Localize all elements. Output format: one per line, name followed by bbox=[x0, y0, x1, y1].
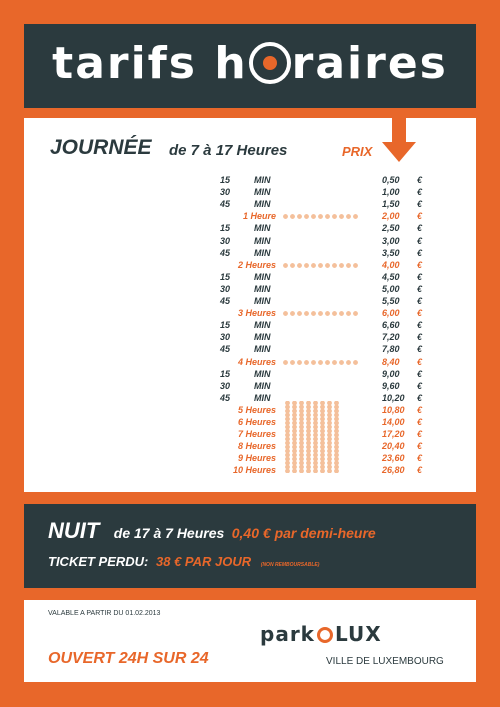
price-value: 6,00 bbox=[382, 308, 400, 319]
duration-label: 4 Heures bbox=[237, 356, 276, 367]
down-arrow-icon bbox=[382, 118, 416, 164]
duration-label: 8 Heures bbox=[237, 441, 276, 452]
currency-symbol: € bbox=[417, 223, 423, 234]
price-value: 2,50 bbox=[382, 223, 400, 234]
duration-unit: MIN bbox=[254, 320, 271, 331]
tariff-row bbox=[24, 235, 476, 247]
duration-minutes: 45 bbox=[220, 392, 231, 403]
price-value: 4,50 bbox=[382, 271, 400, 282]
price-value: 3,50 bbox=[382, 247, 400, 258]
price-value: 1,00 bbox=[382, 187, 400, 198]
duration-unit: MIN bbox=[254, 392, 271, 403]
dot-leader bbox=[282, 263, 358, 268]
tariff-row-hour bbox=[24, 259, 476, 271]
night-rate: 0,40 € par demi-heure bbox=[231, 525, 376, 541]
title-prefix: tarifs h bbox=[52, 38, 248, 89]
currency-symbol: € bbox=[417, 332, 423, 343]
day-hours: de 7 à 17 Heures bbox=[169, 142, 288, 159]
price-value: 17,20 bbox=[382, 429, 405, 440]
opening-hours: OUVERT 24H SUR 24 bbox=[48, 650, 209, 667]
duration-unit: MIN bbox=[254, 344, 271, 355]
parkolux-logo bbox=[260, 622, 382, 646]
dot-leader bbox=[284, 413, 340, 425]
night-hours: de 17 à 7 Heures bbox=[113, 525, 225, 541]
duration-minutes: 15 bbox=[220, 271, 231, 282]
dot-leader bbox=[282, 214, 358, 219]
duration-unit: MIN bbox=[254, 235, 271, 246]
night-title: NUIT bbox=[48, 518, 100, 543]
tariff-row-hour bbox=[24, 210, 476, 222]
logo-prefix: park bbox=[260, 622, 315, 646]
dot-leader bbox=[284, 425, 340, 437]
tariff-row bbox=[24, 283, 476, 295]
currency-symbol: € bbox=[417, 380, 423, 391]
tariff-row bbox=[24, 186, 476, 198]
day-tariff-panel bbox=[24, 118, 476, 492]
duration-minutes: 45 bbox=[220, 296, 231, 306]
duration-label: 10 Heures bbox=[232, 465, 276, 476]
currency-symbol: € bbox=[417, 235, 423, 246]
duration-unit: MIN bbox=[254, 368, 271, 379]
tariff-row bbox=[24, 198, 476, 210]
currency-symbol: € bbox=[417, 308, 423, 319]
duration-unit: MIN bbox=[254, 296, 271, 306]
currency-symbol: € bbox=[417, 271, 423, 282]
currency-symbol: € bbox=[417, 368, 423, 379]
tariff-row bbox=[24, 380, 476, 392]
duration-label: 7 Heures bbox=[237, 429, 276, 440]
duration-label: 1 Heure bbox=[242, 211, 276, 222]
tariff-row-hour bbox=[24, 416, 476, 428]
currency-symbol: € bbox=[417, 429, 423, 440]
duration-minutes: 45 bbox=[220, 199, 231, 210]
duration-minutes: 15 bbox=[220, 320, 231, 331]
tariff-row bbox=[24, 392, 476, 404]
price-header: PRIX bbox=[342, 144, 373, 159]
duration-minutes: 15 bbox=[220, 223, 231, 234]
duration-label: 2 Heures bbox=[237, 259, 276, 270]
price-value: 23,60 bbox=[382, 453, 405, 464]
duration-minutes: 30 bbox=[220, 235, 231, 246]
price-value: 7,80 bbox=[382, 344, 400, 355]
lost-ticket-note: (NON REMBOURSABLE) bbox=[260, 562, 320, 568]
lost-ticket-label: TICKET PERDU: bbox=[48, 554, 149, 569]
duration-minutes: 30 bbox=[220, 187, 231, 198]
currency-symbol: € bbox=[417, 441, 423, 452]
price-value: 26,80 bbox=[382, 465, 405, 476]
duration-unit: MIN bbox=[254, 199, 271, 210]
parkolux-ring-icon bbox=[317, 627, 333, 643]
tariff-row-hour bbox=[24, 356, 476, 368]
duration-unit: MIN bbox=[254, 223, 271, 234]
tariff-row-hour bbox=[24, 428, 476, 440]
tariff-row-hour bbox=[24, 404, 476, 416]
duration-minutes: 30 bbox=[220, 332, 231, 343]
dot-leader bbox=[284, 449, 340, 461]
price-value: 5,00 bbox=[382, 283, 400, 294]
duration-minutes: 15 bbox=[220, 368, 231, 379]
currency-symbol: € bbox=[417, 344, 423, 355]
currency-symbol: € bbox=[417, 404, 423, 415]
dot-leader bbox=[282, 311, 358, 316]
duration-minutes: 45 bbox=[220, 247, 231, 258]
price-value: 0,50 bbox=[382, 175, 400, 185]
duration-unit: MIN bbox=[254, 380, 271, 391]
header-banner bbox=[24, 24, 476, 108]
page-title bbox=[24, 38, 476, 89]
tariff-row bbox=[24, 343, 476, 355]
tariff-row bbox=[24, 331, 476, 343]
validity-date: VALABLE A PARTIR DU 01.02.2013 bbox=[48, 610, 161, 617]
duration-unit: MIN bbox=[254, 187, 271, 198]
dot-leader bbox=[284, 401, 340, 413]
price-value: 20,40 bbox=[382, 441, 405, 452]
currency-symbol: € bbox=[417, 465, 423, 476]
night-tariff-panel bbox=[24, 504, 476, 588]
city-name: VILLE DE LUXEMBOURG bbox=[326, 656, 444, 667]
title-suffix: raires bbox=[291, 38, 448, 89]
tariff-row bbox=[24, 271, 476, 283]
duration-unit: MIN bbox=[254, 283, 271, 294]
duration-minutes: 30 bbox=[220, 380, 231, 391]
dot-leader bbox=[284, 437, 340, 449]
price-value: 10,20 bbox=[382, 392, 405, 403]
price-value: 14,00 bbox=[382, 417, 405, 427]
duration-minutes: 45 bbox=[220, 344, 231, 355]
tariff-row-hour bbox=[24, 464, 476, 476]
day-title: JOURNÉE bbox=[50, 136, 152, 159]
currency-symbol: € bbox=[417, 175, 423, 185]
duration-unit: MIN bbox=[254, 271, 271, 282]
tariff-row bbox=[24, 174, 476, 186]
tariff-row-hour bbox=[24, 440, 476, 452]
tariff-row bbox=[24, 368, 476, 380]
price-value: 7,20 bbox=[382, 332, 400, 343]
price-value: 5,50 bbox=[382, 296, 400, 306]
price-value: 3,00 bbox=[382, 235, 400, 246]
duration-label: 9 Heures bbox=[237, 453, 276, 464]
price-value: 2,00 bbox=[382, 211, 400, 222]
footer-panel bbox=[24, 600, 476, 682]
dot-leader bbox=[284, 461, 340, 473]
currency-symbol: € bbox=[417, 320, 423, 331]
duration-label: 6 Heures bbox=[237, 417, 276, 427]
duration-minutes: 30 bbox=[220, 283, 231, 294]
duration-label: 5 Heures bbox=[237, 404, 276, 415]
price-value: 8,40 bbox=[382, 356, 400, 367]
duration-unit: MIN bbox=[254, 247, 271, 258]
currency-symbol: € bbox=[417, 453, 423, 464]
currency-symbol: € bbox=[417, 247, 423, 258]
currency-symbol: € bbox=[417, 417, 423, 427]
price-value: 9,60 bbox=[382, 380, 400, 391]
price-value: 10,80 bbox=[382, 404, 405, 415]
duration-unit: MIN bbox=[254, 332, 271, 343]
currency-symbol: € bbox=[417, 283, 423, 294]
clock-arrow-icon bbox=[249, 42, 291, 84]
logo-suffix: LUX bbox=[334, 622, 382, 646]
currency-symbol: € bbox=[417, 259, 423, 270]
duration-minutes: 15 bbox=[220, 175, 231, 185]
tariff-row bbox=[24, 295, 476, 307]
tariff-row bbox=[24, 247, 476, 259]
tariff-row bbox=[24, 222, 476, 234]
duration-label: 3 Heures bbox=[237, 308, 276, 319]
currency-symbol: € bbox=[417, 356, 423, 367]
duration-unit: MIN bbox=[254, 175, 271, 185]
currency-symbol: € bbox=[417, 187, 423, 198]
currency-symbol: € bbox=[417, 199, 423, 210]
currency-symbol: € bbox=[417, 392, 423, 403]
price-value: 1,50 bbox=[382, 199, 400, 210]
tariff-row bbox=[24, 319, 476, 331]
currency-symbol: € bbox=[417, 211, 423, 222]
price-value: 6,60 bbox=[382, 320, 400, 331]
price-value: 4,00 bbox=[382, 259, 400, 270]
currency-symbol: € bbox=[417, 296, 423, 306]
lost-ticket-price: 38 € PAR JOUR bbox=[156, 554, 252, 569]
tariff-row-hour bbox=[24, 452, 476, 464]
price-value: 9,00 bbox=[382, 368, 400, 379]
dot-leader bbox=[282, 360, 358, 365]
tariff-row-hour bbox=[24, 307, 476, 319]
